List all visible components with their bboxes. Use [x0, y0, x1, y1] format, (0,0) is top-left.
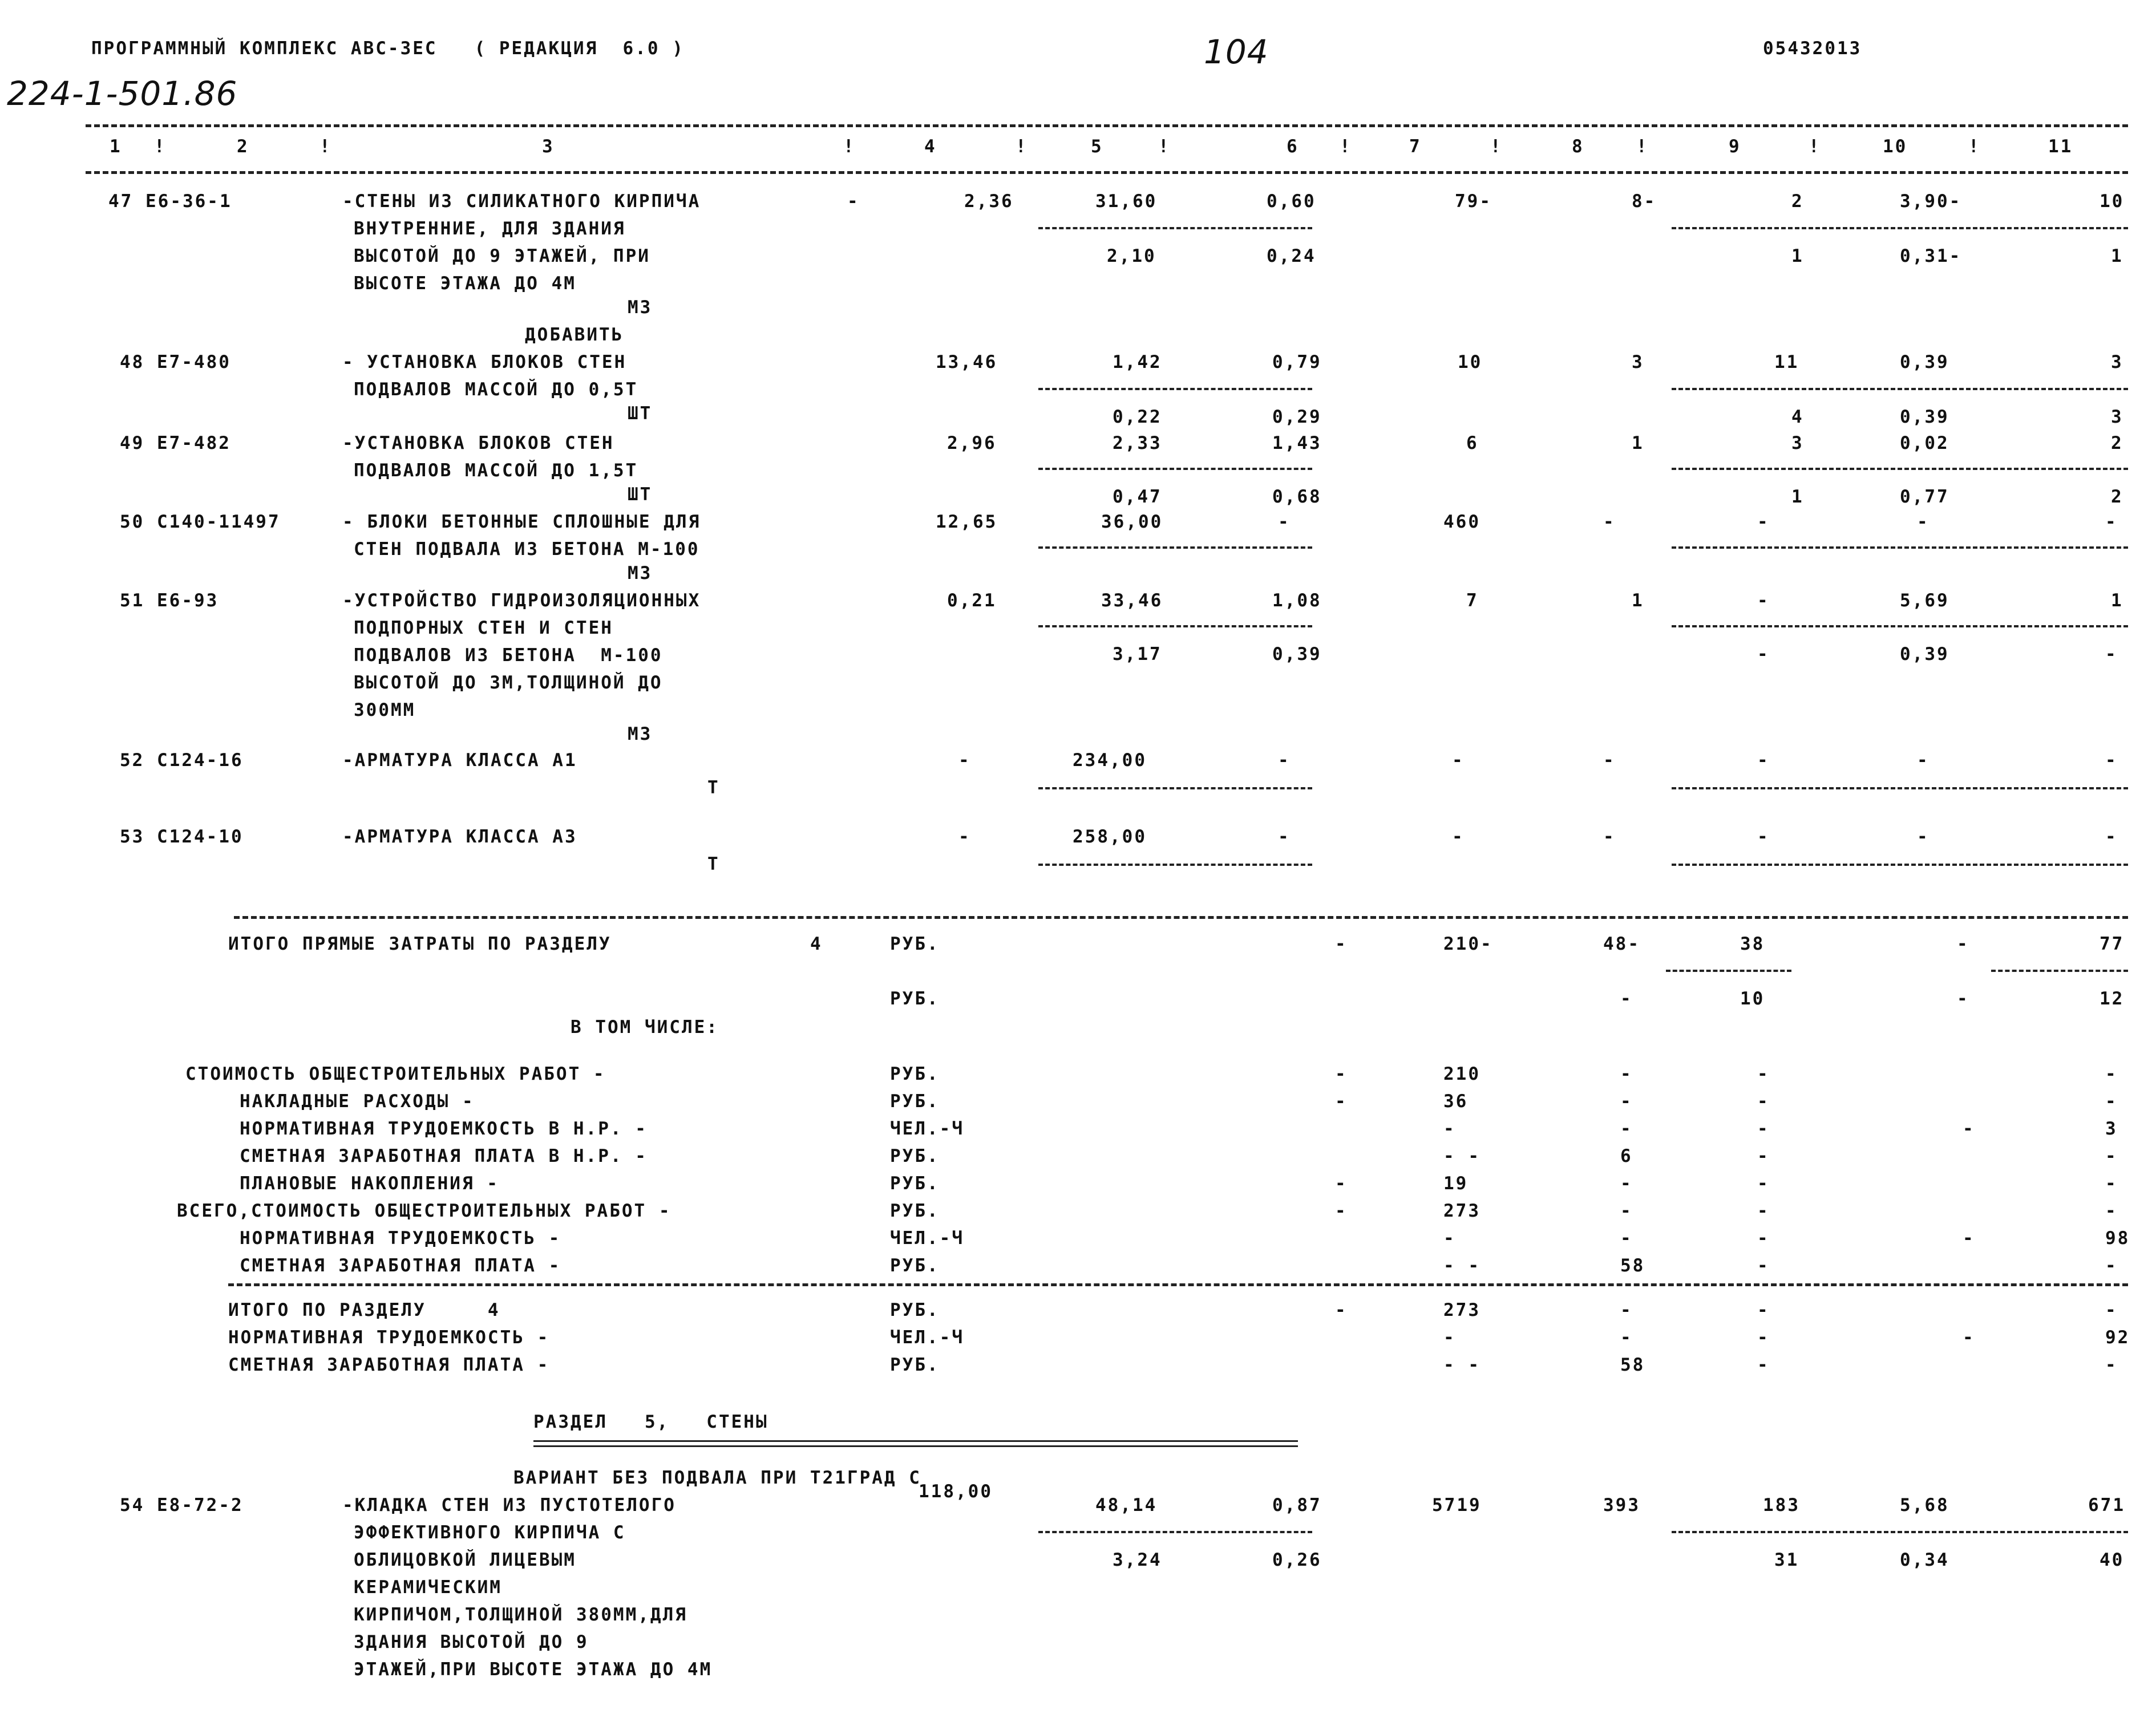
total-line-c7: 273	[1443, 1201, 1481, 1221]
cell-col8: 8-	[1632, 191, 1657, 212]
program-title: ПРОГРАММНЫЙ КОМПЛЕКС АВС-3ЕС ( РЕДАКЦИЯ 6.0 )	[91, 38, 685, 59]
total-line-unit: ЧЕЛ.-Ч	[890, 1228, 964, 1249]
cell-col7: -	[1452, 750, 1465, 771]
col-sep: !	[154, 136, 167, 157]
total-line-c7: 36	[1443, 1091, 1469, 1112]
row-unit: Т	[707, 777, 720, 798]
cell-col6: -	[1278, 512, 1291, 532]
cell-col8: 393	[1603, 1495, 1640, 1516]
total-line-c6: -	[1335, 1173, 1348, 1194]
cell-col8: -	[1603, 826, 1616, 847]
cell-col9: -	[1757, 590, 1770, 611]
cell-col8: 3	[1632, 352, 1644, 372]
cell-col9: 183	[1763, 1495, 1800, 1516]
col-sep: !	[1490, 136, 1503, 157]
total-line-c8: -	[1620, 1300, 1633, 1320]
cell-col8: 1	[1632, 590, 1644, 611]
cell-col5: 31,60	[1095, 191, 1158, 212]
cell-col5: 0,47	[1113, 487, 1162, 507]
row-desc-line: КИРПИЧОМ,ТОЛЩИНОЙ 380ММ,ДЛЯ	[354, 1604, 687, 1625]
cell-rule	[1666, 970, 1791, 972]
row-desc-line: ПОДВАЛОВ МАССОЙ ДО 1,5Т	[354, 460, 638, 481]
total-line-unit: РУБ.	[890, 1201, 940, 1221]
total-line-c9: -	[1757, 1327, 1770, 1348]
col-sep: !	[319, 136, 332, 157]
cell-col6: 0,60	[1267, 191, 1316, 212]
total-line-c10: -	[1963, 1327, 1975, 1348]
total-line-c11: -	[2105, 1173, 2118, 1194]
total-line-label: ИТОГО ПО РАЗДЕЛУ 4	[228, 1300, 500, 1320]
cell-rule	[1038, 388, 1312, 390]
total-line-c8: -	[1620, 1119, 1633, 1139]
total-line-c9: -	[1757, 1173, 1770, 1194]
page-number: 104	[1204, 33, 1269, 71]
cell-col9: 31	[1774, 1550, 1799, 1570]
total-line-label: ПЛАНОВЫЕ НАКОПЛЕНИЯ -	[240, 1173, 499, 1194]
cell-col10: 0,34	[1900, 1550, 1949, 1570]
cell-col10: 0,39	[1900, 644, 1949, 664]
cell-rule	[1672, 787, 2128, 789]
row-number: 51 Е6-93	[120, 590, 219, 611]
cell-col7: 6	[1466, 433, 1479, 453]
cell-col9: 38	[1740, 934, 1765, 954]
total-line-label: НОРМАТИВНАЯ ТРУДОЕМКОСТЬ В Н.Р. -	[240, 1119, 648, 1139]
total-line-c11: 98	[2105, 1228, 2130, 1249]
cell-col8: 48-	[1603, 934, 1640, 954]
row-desc-line: -АРМАТУРА КЛАССА А3	[342, 826, 577, 847]
col-header-5: 5	[1091, 136, 1103, 157]
col-header-9: 9	[1729, 136, 1741, 157]
cell-col9: -	[1757, 750, 1770, 771]
add-label: ДОБАВИТЬ	[525, 325, 624, 345]
row-desc-line: ВЫСОТЕ ЭТАЖА ДО 4М	[354, 273, 576, 294]
total-line-unit: РУБ.	[890, 1255, 940, 1276]
cell-col11: 1	[2111, 590, 2123, 611]
col-header-3: 3	[542, 136, 555, 157]
cell-col10: 0,39	[1900, 407, 1949, 427]
row-desc-line: СТЕН ПОДВАЛА ИЗ БЕТОНА М-100	[354, 539, 700, 560]
cell-col9: 1	[1791, 487, 1804, 507]
cell-col7: 7	[1466, 590, 1479, 611]
row-unit: ШТ	[628, 403, 653, 424]
total-line-c8: 58	[1620, 1255, 1645, 1276]
total-line-c11: -	[2105, 1064, 2118, 1084]
cell-col5: 2,10	[1107, 246, 1156, 266]
cell-col10: 0,31-	[1900, 246, 1962, 266]
cell-col5: 1,42	[1113, 352, 1162, 372]
total-line-c6: -	[1335, 1300, 1348, 1320]
total-line-c8: -	[1620, 1091, 1633, 1112]
cell-col5: 2,33	[1113, 433, 1162, 453]
cell-col10: 5,69	[1900, 590, 1949, 611]
unit-label: РУБ.	[890, 934, 940, 954]
row-desc-line: ЗДАНИЯ ВЫСОТОЙ ДО 9	[354, 1632, 589, 1652]
row-number: 50 С140-11497	[120, 512, 281, 532]
col-header-11: 11	[2048, 136, 2073, 157]
cell-rule	[1038, 227, 1312, 229]
row-desc-line: -КЛАДКА СТЕН ИЗ ПУСТОТЕЛОГО	[342, 1495, 676, 1516]
including-label: В ТОМ ЧИСЛЕ:	[571, 1017, 719, 1038]
cell-col7: 5719	[1432, 1495, 1482, 1516]
row-unit: ШТ	[628, 484, 653, 505]
total-line-c9: -	[1757, 1091, 1770, 1112]
cell-rule	[1038, 864, 1312, 866]
cell-col7: 79-	[1455, 191, 1492, 212]
cell-col8: -	[1620, 988, 1633, 1009]
col-header-7: 7	[1409, 136, 1422, 157]
total-line-c7: - -	[1443, 1255, 1481, 1276]
cell-col4: 2,36	[964, 191, 1014, 212]
row-desc-line: - УСТАНОВКА БЛОКОВ СТЕН	[342, 352, 627, 372]
cell-col4: 118,00	[919, 1481, 993, 1502]
cell-rule	[1038, 625, 1312, 627]
cell-col6: 0,26	[1272, 1550, 1322, 1570]
row-desc-line: ПОДВАЛОВ ИЗ БЕТОНА М-100	[354, 645, 663, 666]
row-desc-line: ОБЛИЦОВКОЙ ЛИЦЕВЫМ	[354, 1550, 576, 1570]
total-line-c10: -	[1963, 1119, 1975, 1139]
cell-col5: 0,22	[1113, 407, 1162, 427]
cell-col5: 3,17	[1113, 644, 1162, 664]
total-line-c9: -	[1757, 1201, 1770, 1221]
total-line-c7: -	[1443, 1327, 1456, 1348]
cell-col6: 0,68	[1272, 487, 1322, 507]
total-line-label: НАКЛАДНЫЕ РАСХОДЫ -	[240, 1091, 475, 1112]
total-line-unit: РУБ.	[890, 1173, 940, 1194]
total-line-unit: ЧЕЛ.-Ч	[890, 1327, 964, 1348]
cell-col8: -	[1603, 512, 1616, 532]
total-line-c8: -	[1620, 1173, 1633, 1194]
cell-col10: 0,02	[1900, 433, 1949, 453]
cell-col6: -	[1278, 826, 1291, 847]
cell-col8: -	[1603, 750, 1616, 771]
cell-col5: 48,14	[1095, 1495, 1158, 1516]
cell-col11: -	[2105, 750, 2118, 771]
cell-col7: 210-	[1443, 934, 1493, 954]
cell-col6: 0,87	[1272, 1495, 1322, 1516]
cell-col6: -	[1278, 750, 1291, 771]
total-line-unit: РУБ.	[890, 1146, 940, 1166]
cell-col9: 2	[1791, 191, 1804, 212]
total-line-unit: ЧЕЛ.-Ч	[890, 1119, 964, 1139]
col-sep: !	[1340, 136, 1352, 157]
cell-rule	[1038, 787, 1312, 789]
rule-top	[86, 124, 2128, 127]
total-line-c7: -	[1443, 1119, 1456, 1139]
total-line-c11: -	[2105, 1300, 2118, 1320]
total-line-c7: - -	[1443, 1355, 1481, 1375]
row-desc-line: -УСТАНОВКА БЛОКОВ СТЕН	[342, 433, 614, 453]
col-sep: !	[1809, 136, 1821, 157]
total-line-c8: -	[1620, 1064, 1633, 1084]
row-desc-line: КЕРАМИЧЕСКИМ	[354, 1577, 502, 1598]
cell-rule	[1672, 625, 2128, 627]
cell-col7: 460	[1443, 512, 1481, 532]
cell-col10: 5,68	[1900, 1495, 1949, 1516]
cell-col5: 3,24	[1113, 1550, 1162, 1570]
cell-col10: -	[1917, 826, 1930, 847]
cell-col6: -	[1335, 934, 1348, 954]
total-line-c11: -	[2105, 1146, 2118, 1166]
row-desc-line: -АРМАТУРА КЛАССА А1	[342, 750, 577, 771]
cell-col11: 1	[2111, 246, 2123, 266]
total-line-c9: -	[1757, 1255, 1770, 1276]
total-line-c7: 19	[1443, 1173, 1469, 1194]
cell-col11: 10	[2100, 191, 2125, 212]
total-line-c6: -	[1335, 1064, 1348, 1084]
row-desc-line: -СТЕНЫ ИЗ СИЛИКАТНОГО КИРПИЧА	[342, 191, 701, 212]
cell-col5: 33,46	[1101, 590, 1163, 611]
row-number: 49 Е7-482	[120, 433, 231, 453]
cell-col7: -	[1452, 826, 1465, 847]
cell-col7: 10	[1458, 352, 1483, 372]
row-unit: М3	[628, 297, 653, 318]
row-desc-line: -УСТРОЙСТВО ГИДРОИЗОЛЯЦИОННЫХ	[342, 590, 701, 611]
document-code: 05432013	[1763, 38, 1862, 59]
cell-col9: 10	[1740, 988, 1765, 1009]
row-number: 52 С124-16	[120, 750, 244, 771]
row-desc-line: ПОДПОРНЫХ СТЕН И СТЕН	[354, 618, 613, 638]
row-desc-line: ВЫСОТОЙ ДО 9 ЭТАЖЕЙ, ПРИ	[354, 246, 650, 266]
cell-col4: 12,65	[936, 512, 998, 532]
total-direct-label: ИТОГО ПРЯМЫЕ ЗАТРАТЫ ПО РАЗДЕЛУ	[228, 934, 612, 954]
cell-col6: 0,29	[1272, 407, 1322, 427]
cell-col11: 671	[2088, 1495, 2125, 1516]
rule-section-total	[234, 916, 2128, 919]
col-sep: !	[1968, 136, 1981, 157]
col-header-6: 6	[1287, 136, 1299, 157]
col-header-8: 8	[1572, 136, 1584, 157]
total-line-c7: 210	[1443, 1064, 1481, 1084]
col-sep: !	[1016, 136, 1028, 157]
total-line-c10: -	[1963, 1228, 1975, 1249]
cell-col6: 1,08	[1272, 590, 1322, 611]
cell-rule	[1672, 468, 2128, 470]
cell-col6: 0,79	[1272, 352, 1322, 372]
cell-col9: -	[1757, 826, 1770, 847]
total-line-unit: РУБ.	[890, 1300, 940, 1320]
cell-col11: 77	[2100, 934, 2125, 954]
section-variant: ВАРИАНТ БЕЗ ПОДВАЛА ПРИ Т21ГРАД С	[513, 1468, 921, 1488]
row-unit: М3	[628, 563, 653, 584]
row-number: 54 Е8-72-2	[120, 1495, 244, 1516]
cell-col11: 12	[2100, 988, 2125, 1009]
cell-col11: -	[2105, 512, 2118, 532]
col-header-4: 4	[924, 136, 937, 157]
row-desc-line: ЭТАЖЕЙ,ПРИ ВЫСОТЕ ЭТАЖА ДО 4М	[354, 1659, 713, 1680]
total-line-c11: -	[2105, 1201, 2118, 1221]
row-desc-line: - БЛОКИ БЕТОННЫЕ СПЛОШНЫЕ ДЛЯ	[342, 512, 701, 532]
row-desc-line: ВЫСОТОЙ ДО 3М,ТОЛЩИНОЙ ДО	[354, 672, 663, 693]
total-line-label: ВСЕГО,СТОИМОСТЬ ОБЩЕСТРОИТЕЛЬНЫХ РАБОТ -	[177, 1201, 672, 1221]
total-line-c11: -	[2105, 1091, 2118, 1112]
total-line-c9: -	[1757, 1064, 1770, 1084]
total-line-c9: -	[1757, 1119, 1770, 1139]
total-line-label: СМЕТНАЯ ЗАРАБОТНАЯ ПЛАТА В Н.Р. -	[240, 1146, 648, 1166]
cell-rule	[1038, 468, 1312, 470]
cell-col4: -	[958, 750, 971, 771]
cell-col6: 0,24	[1267, 246, 1316, 266]
row-desc-line: ЭФФЕКТИВНОГО КИРПИЧА С	[354, 1522, 626, 1543]
cell-col10: -	[1917, 512, 1930, 532]
row-desc-line: ПОДВАЛОВ МАССОЙ ДО 0,5Т	[354, 379, 638, 400]
total-line-c11: 3	[2105, 1119, 2118, 1139]
cell-rule	[1672, 227, 2128, 229]
total-line-c8: 58	[1620, 1355, 1645, 1375]
cell-rule	[1991, 970, 2128, 972]
cell-col9: -	[1757, 512, 1770, 532]
total-line-c7: -	[1443, 1228, 1456, 1249]
cell-col11: 3	[2111, 352, 2123, 372]
total-line-unit: РУБ.	[890, 1064, 940, 1084]
cell-col5: 36,00	[1101, 512, 1163, 532]
cell-rule	[1672, 388, 2128, 390]
cell-col11: -	[2105, 644, 2118, 664]
cell: -	[847, 191, 860, 212]
cell-col8: 1	[1632, 433, 1644, 453]
total-line-c7: - -	[1443, 1146, 1481, 1166]
total-line-c7: 273	[1443, 1300, 1481, 1320]
cell-rule	[1672, 864, 2128, 866]
col-header-10: 10	[1883, 136, 1908, 157]
cell-col10: -	[1917, 750, 1930, 771]
cell-rule	[1672, 1531, 2128, 1533]
cell-col9: -	[1757, 644, 1770, 664]
col-sep: !	[843, 136, 856, 157]
col-sep: !	[1636, 136, 1649, 157]
cell-col10: 0,77	[1900, 487, 1949, 507]
row-desc-line: 300ММ	[354, 700, 416, 720]
cell-col4: 0,21	[947, 590, 997, 611]
section-title: РАЗДЕЛ 5, СТЕНЫ	[533, 1412, 768, 1432]
total-line-c11: 92	[2105, 1327, 2130, 1348]
row-number: 47 Е6-36-1	[108, 191, 232, 212]
cell-col5: 258,00	[1073, 826, 1147, 847]
total-line-c6: -	[1335, 1201, 1348, 1221]
total-line-label: НОРМАТИВНАЯ ТРУДОЕМКОСТЬ -	[240, 1228, 561, 1249]
total-section-number: 4	[810, 934, 823, 954]
cell-col11: -	[2105, 826, 2118, 847]
total-line-c6: -	[1335, 1091, 1348, 1112]
total-line-c8: -	[1620, 1327, 1633, 1348]
cell-col4: 13,46	[936, 352, 998, 372]
cell-col9: 4	[1791, 407, 1804, 427]
cell-col6: 1,43	[1272, 433, 1322, 453]
cell-col11: 3	[2111, 407, 2123, 427]
cell-rule	[1038, 546, 1312, 549]
total-line-label: СТОИМОСТЬ ОБЩЕСТРОИТЕЛЬНЫХ РАБОТ -	[185, 1064, 606, 1084]
cell-col11: 2	[2111, 433, 2123, 453]
total-line-c9: -	[1757, 1300, 1770, 1320]
cell-col10: 0,39	[1900, 352, 1949, 372]
total-line-c9: -	[1757, 1355, 1770, 1375]
cell-col5: 234,00	[1073, 750, 1147, 771]
cell-col10: 3,90-	[1900, 191, 1962, 212]
cell-col9: 11	[1774, 352, 1799, 372]
cell-col4: 2,96	[947, 433, 997, 453]
row-number: 53 С124-10	[120, 826, 244, 847]
rule-under-header	[86, 171, 2128, 174]
cell-col10: -	[1957, 988, 1969, 1009]
row-number: 48 Е7-480	[120, 352, 231, 372]
total-line-unit: РУБ.	[890, 1355, 940, 1375]
total-line-c8: 6	[1620, 1146, 1633, 1166]
row-unit: Т	[707, 854, 720, 874]
row-desc-line: ВНУТРЕННИЕ, ДЛЯ ЗДАНИЯ	[354, 218, 626, 239]
cell-col11: 40	[2100, 1550, 2125, 1570]
total-line-c11: -	[2105, 1355, 2118, 1375]
col-header-2: 2	[237, 136, 249, 157]
cell-rule	[1038, 1531, 1312, 1533]
document-id: 224-1-501.86	[7, 74, 238, 113]
cell-col9: 1	[1791, 246, 1804, 266]
total-line-c9: -	[1757, 1228, 1770, 1249]
total-line-unit: РУБ.	[890, 1091, 940, 1112]
total-line-label: НОРМАТИВНАЯ ТРУДОЕМКОСТЬ -	[228, 1327, 550, 1348]
cell-col10: -	[1957, 934, 1969, 954]
cell-col6: 0,39	[1272, 644, 1322, 664]
total-line-c8: -	[1620, 1228, 1633, 1249]
col-header-1: 1	[110, 136, 122, 157]
cell-col9: 3	[1791, 433, 1804, 453]
total-line-c8: -	[1620, 1201, 1633, 1221]
row-unit: М3	[628, 724, 653, 744]
total-line-c11: -	[2105, 1255, 2118, 1276]
rule-totals	[228, 1283, 2128, 1286]
cell-col4: -	[958, 826, 971, 847]
cell-col11: 2	[2111, 487, 2123, 507]
section-title-underline	[533, 1440, 1298, 1447]
total-line-label: СМЕТНАЯ ЗАРАБОТНАЯ ПЛАТА -	[228, 1355, 550, 1375]
cell-rule	[1672, 546, 2128, 549]
col-sep: !	[1158, 136, 1171, 157]
unit-label: РУБ.	[890, 988, 940, 1009]
total-line-c9: -	[1757, 1146, 1770, 1166]
total-line-label: СМЕТНАЯ ЗАРАБОТНАЯ ПЛАТА -	[240, 1255, 561, 1276]
